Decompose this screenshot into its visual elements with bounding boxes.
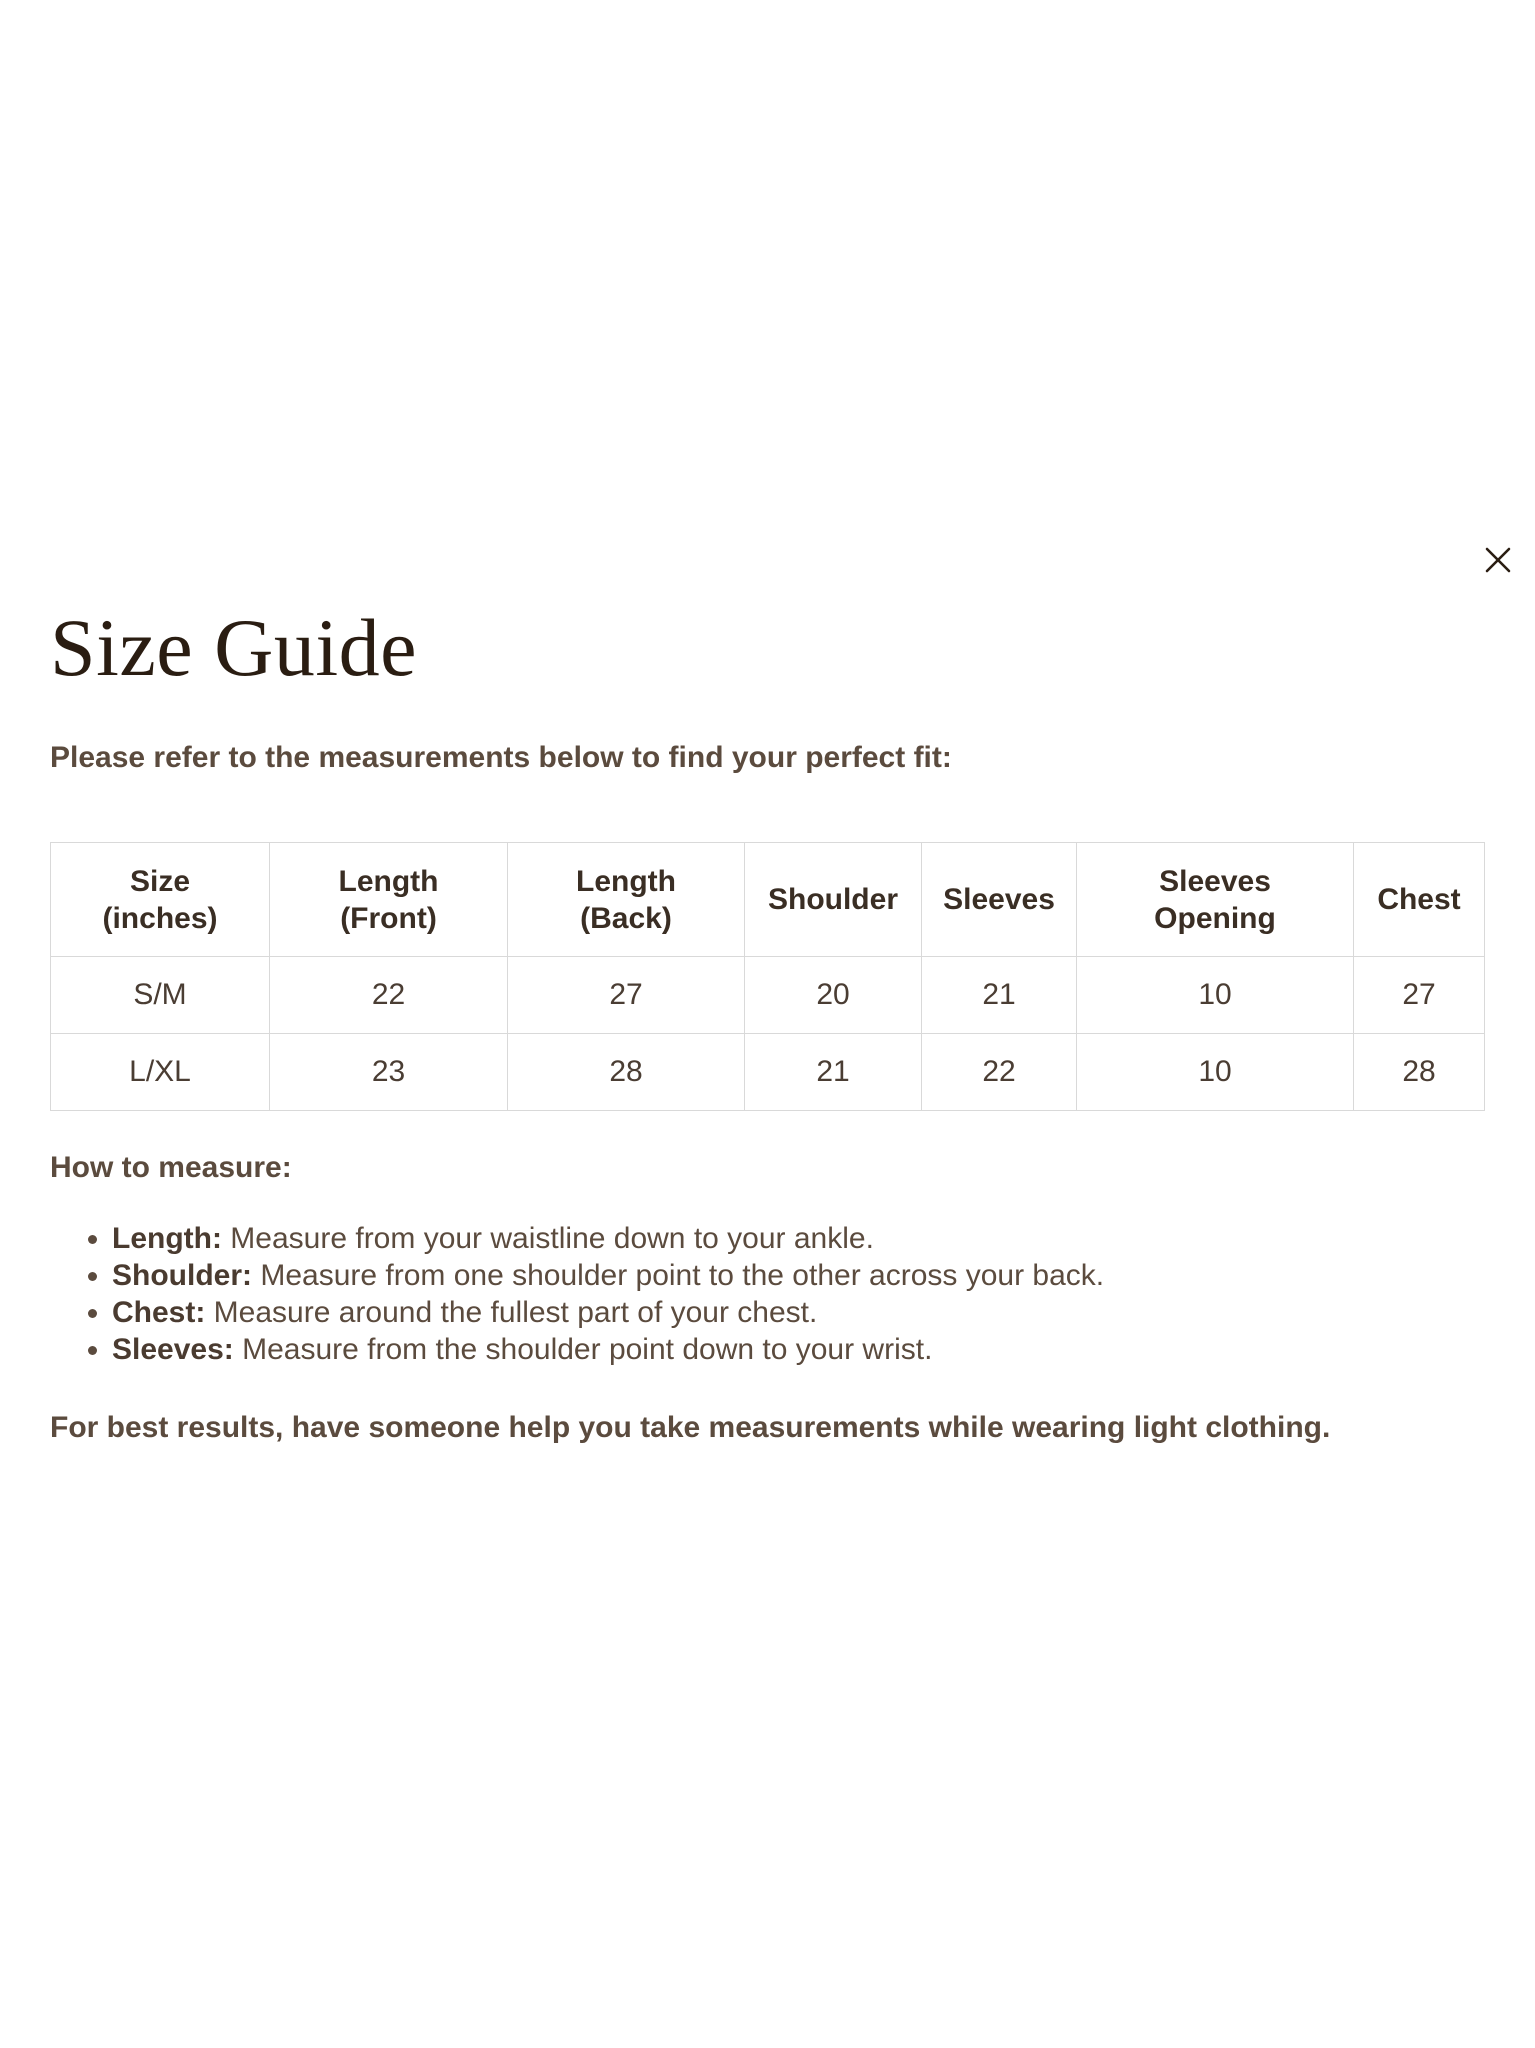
list-item [112,1257,1104,1294]
table-cell: 22 [922,1034,1077,1111]
table-cell: 21 [745,1034,922,1111]
close-icon [1485,547,1511,573]
header-shoulder: Shoulder [745,843,922,957]
how-to-measure-list [50,1220,1104,1368]
how-to-measure-heading: How to measure: [50,1151,292,1184]
list-item-term: Sleeves: [112,1333,234,1366]
table-cell: 27 [1354,957,1485,1034]
intro-text: Please refer to the measurements below to find your perfect fit: [50,741,952,774]
table-header-row [51,843,1485,957]
header-sleeves: Sleeves [922,843,1077,957]
table-cell: 20 [745,957,922,1034]
table-cell: 28 [1354,1034,1485,1111]
table-cell: 10 [1077,957,1354,1034]
list-item-text: Measure from one shoulder point to the other across your back. [252,1259,1105,1292]
list-item [112,1331,1104,1368]
table-cell: 21 [922,957,1077,1034]
header-size: Size (inches) [51,843,270,957]
list-item-text: Measure around the fullest part of your chest. [205,1296,818,1329]
size-table [50,842,1485,1111]
table-row [51,957,1485,1034]
header-sleeves-opening: Sleeves Opening [1077,843,1354,957]
table-cell: 10 [1077,1034,1354,1111]
close-button[interactable] [1478,540,1518,580]
header-length-front: Length (Front) [270,843,508,957]
list-item-term: Length: [112,1222,222,1255]
list-item [112,1220,1104,1257]
list-item-text: Measure from your waistline down to your ankle. [221,1222,874,1255]
header-length-back: Length (Back) [508,843,745,957]
list-item-term: Chest: [112,1296,206,1329]
best-results-note: For best results, have someone help you take measurements while wearing light clothing. [50,1411,1331,1444]
table-cell: 22 [270,957,508,1034]
list-item-term: Shoulder: [112,1259,252,1292]
table-row [51,1034,1485,1111]
table-cell: S/M [51,957,270,1034]
page-title: Size Guide [50,602,418,693]
table-cell: 27 [508,957,745,1034]
header-chest: Chest [1354,843,1485,957]
table-cell: 23 [270,1034,508,1111]
list-item-text: Measure from the shoulder point down to your wrist. [233,1333,933,1366]
table-cell: L/XL [51,1034,270,1111]
table-cell: 28 [508,1034,745,1111]
list-item [112,1294,1104,1331]
